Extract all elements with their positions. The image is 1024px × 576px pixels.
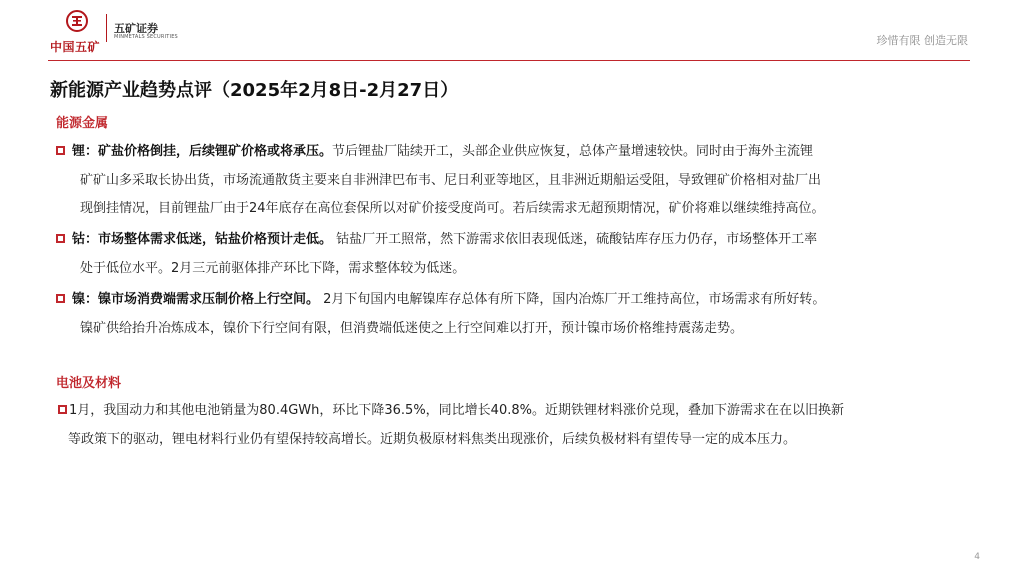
item-text: 节后锂盐厂陆续开工，头部企业供应恢复，总体产量增速较快。同时由于海外主流锂 bbox=[332, 144, 814, 159]
item-text: 钴盐厂开工照常，然下游需求依旧表现低迷，硫酸钴库存压力仍存，市场整体开工率 bbox=[332, 232, 818, 247]
item-lead: 钴：市场整体需求低迷，钴盐价格预计走低。 bbox=[72, 232, 333, 247]
list-item-line bbox=[56, 138, 982, 167]
bullet-square-icon bbox=[58, 405, 67, 414]
list-item-lithium bbox=[56, 138, 982, 224]
section-heading-energy-metals: 能源金属 bbox=[56, 116, 109, 131]
list-item-line bbox=[56, 286, 982, 315]
item-text: 镍矿供给抬升冶炼成本，镍价下行空间有限，但消费端低迷使之上行空间难以打开，预计镍市场价格维持震荡走势。 bbox=[80, 320, 744, 336]
header-rule bbox=[48, 60, 970, 61]
company-logo-icon bbox=[66, 10, 88, 32]
item-lead: 锂：矿盐价格倒挂，后续锂矿价格或将承压。 bbox=[72, 144, 333, 159]
item-text: 现倒挂情况，目前锂盐厂由于24年底存在高位套保所以对矿价接受度尚可。若后续需求无超预期情况，矿价将难以继续维持高位。 bbox=[80, 201, 825, 216]
item-text: 1月，我国动力和其他电池销量为80.4GWh，环比下降36.5%，同比增长40.8%。近期铁锂材料涨价兑现，叠加下游需求在在以旧换新 bbox=[69, 403, 844, 418]
page-header bbox=[0, 0, 1024, 62]
bullet-square-icon bbox=[56, 294, 65, 303]
list-item-battery bbox=[58, 397, 984, 454]
page-number: 4 bbox=[974, 552, 980, 562]
item-text: 处于低位水平。2月三元前驱体排产环比下降，需求整体较为低迷。 bbox=[80, 260, 466, 276]
page-title: 新能源产业趋势点评（2025年2月8日-2月27日） bbox=[50, 80, 459, 101]
bullet-square-icon bbox=[56, 146, 65, 155]
broker-english-name: MINMETALS SECURITIES bbox=[114, 34, 178, 40]
item-text: 2月下旬国内电解镍库存总体有所下降，国内冶炼厂开工维持高位，市场需求有所好转。 bbox=[319, 292, 826, 307]
item-text: 矿矿山多采取长协出货，市场流通散货主要来自非洲津巴布韦、尼日利亚等地区，且非洲近期船运受阻，导致锂矿价格相对盐厂出 bbox=[80, 172, 822, 188]
broker-name: 五矿证券 bbox=[114, 22, 158, 35]
list-item-nickel bbox=[56, 286, 982, 343]
section-heading-battery-materials: 电池及材料 bbox=[56, 376, 122, 391]
item-text: 等政策下的驱动，锂电材料行业仍有望保持较高增长。近期负极原材料焦类出现涨价，后续负极材料有望传导一定的成本压力。 bbox=[68, 431, 797, 447]
list-item-line bbox=[58, 397, 984, 426]
list-item-cobalt bbox=[56, 226, 982, 283]
list-item-line bbox=[56, 226, 982, 255]
item-lead: 镍：镍市场消费端需求压制价格上行空间。 bbox=[72, 292, 320, 307]
slogan: 珍惜有限 创造无限 bbox=[876, 34, 968, 47]
bullet-square-icon bbox=[56, 234, 65, 243]
logo-text: 中国五矿 bbox=[50, 40, 101, 54]
logo-divider bbox=[106, 14, 107, 42]
